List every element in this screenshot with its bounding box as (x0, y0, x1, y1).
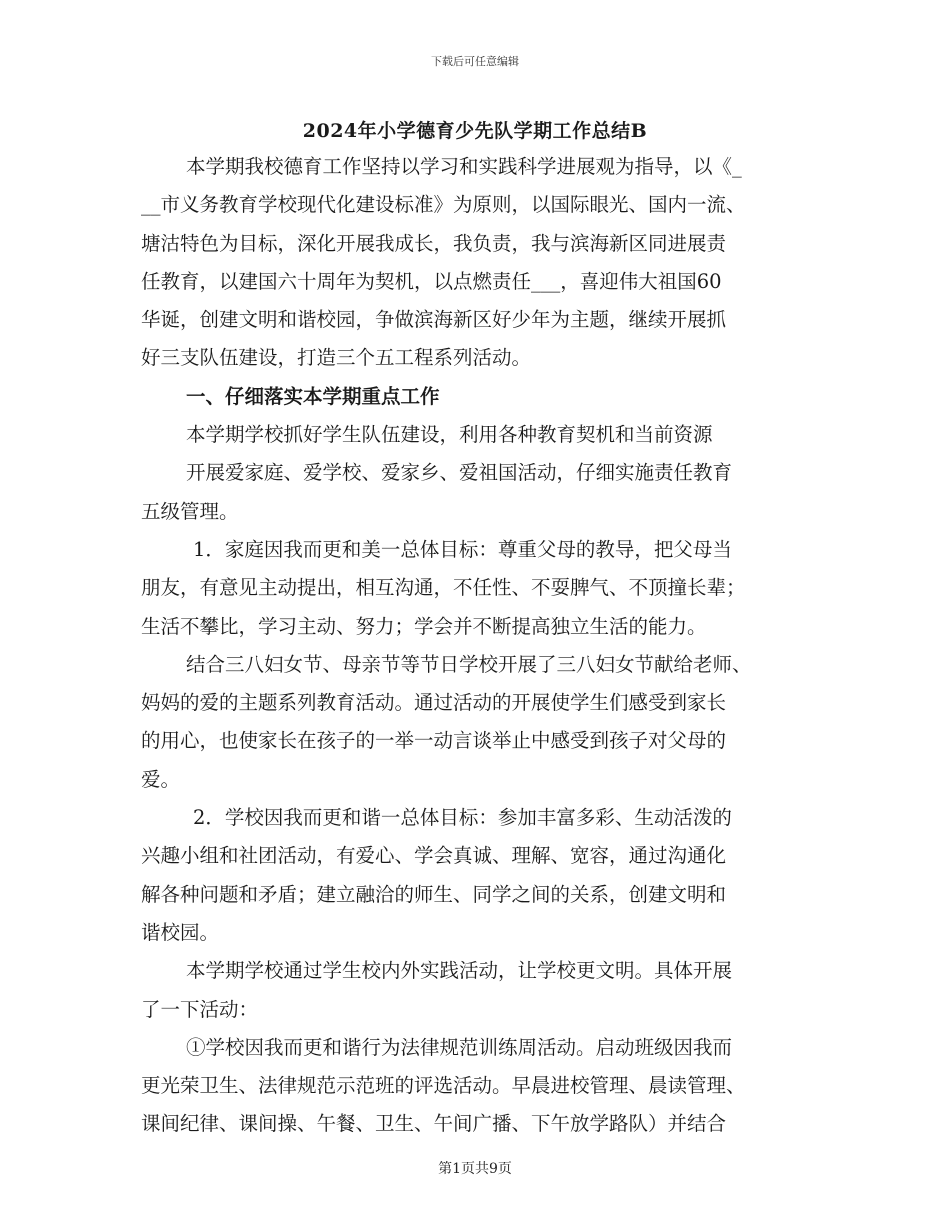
paragraph-line: 开展爱家庭、爱学校、爱家乡、爱祖国活动，仔细实施责任教育 (186, 461, 733, 485)
page-number-footer: 第1页共9页 (438, 1161, 512, 1177)
numbered-item-line: 1．家庭因我而更和美一总体目标：尊重父母的教导，把父母当 (193, 537, 732, 561)
numbered-item-line: ①学校因我而更和谐行为法律规范训练周活动。启动班级因我而 (186, 1035, 733, 1059)
paragraph-line: 本学期我校德育工作坚持以学习和实践科学进展观为指导，以《_ (186, 155, 742, 178)
paragraph-line: 好三支队伍建设，打造三个五工程系列活动。 (141, 346, 532, 370)
paragraph-line: 五级管理。 (141, 499, 239, 523)
numbered-item-line: 2．学校因我而更和谐一总体目标：参加丰富多彩、生动活泼的 (193, 806, 732, 830)
paragraph-line: 兴趣小组和社团活动，有爱心、学会真诚、理解、宽容，通过沟通化 (141, 844, 727, 868)
paragraph-line: 生活不攀比，学习主动、努力；学会并不断提高独立生活的能力。 (141, 614, 707, 638)
page-header-note: 下载后可任意编辑 (431, 55, 519, 68)
paragraph-line: 妈妈的爱的主题系列教育活动。通过活动的开展使学生们感受到家长 (141, 691, 727, 715)
paragraph-line: 结合三八妇女节、母亲节等节日学校开展了三八妇女节献给老师、 (186, 652, 752, 676)
paragraph-line: 塘沽特色为目标，深化开展我成长，我负责，我与滨海新区同进展责 (141, 231, 727, 255)
paragraph-line: 课间纪律、课间操、午餐、卫生、午间广播、下午放学路队）并结合 (141, 1112, 727, 1136)
paragraph-line: 任教育，以建国六十周年为契机，以点燃责任___，喜迎伟大祖国60 (141, 269, 722, 293)
document-body (141, 148, 811, 1144)
paragraph-line: __市义务教育学校现代化建设标准》为原则，以国际眼光、国内一流、 (141, 193, 746, 217)
paragraph-line: 更光荣卫生、法律规范示范班的评选活动。早晨进校管理、晨读管理、 (141, 1074, 746, 1098)
paragraph-line: 谐校园。 (141, 920, 220, 944)
paragraph-line: 朋友，有意见主动提出，相互沟通，不任性、不耍脾气、不顶撞长辈； (141, 576, 746, 600)
paragraph-line: 了一下活动： (141, 997, 259, 1021)
document-title: 2024年小学德育少先队学期工作总结B (302, 120, 648, 142)
paragraph-line: 解各种问题和矛盾；建立融洽的师生、同学之间的关系，创建文明和 (141, 882, 727, 906)
paragraph-line: 本学期学校抓好学生队伍建设，利用各种教育契机和当前资源 (186, 423, 713, 447)
section-heading: 一、仔细落实本学期重点工作 (186, 384, 440, 408)
paragraph-line: 华诞，创建文明和谐校园，争做滨海新区好少年为主题，继续开展抓 (141, 308, 727, 332)
paragraph-line: 的用心，也使家长在孩子的一举一动言谈举止中感受到孩子对父母的 (141, 729, 727, 753)
paragraph-line: 爱。 (141, 767, 181, 791)
paragraph-line: 本学期学校通过学生校内外实践活动，让学校更文明。具体开展 (186, 959, 733, 983)
